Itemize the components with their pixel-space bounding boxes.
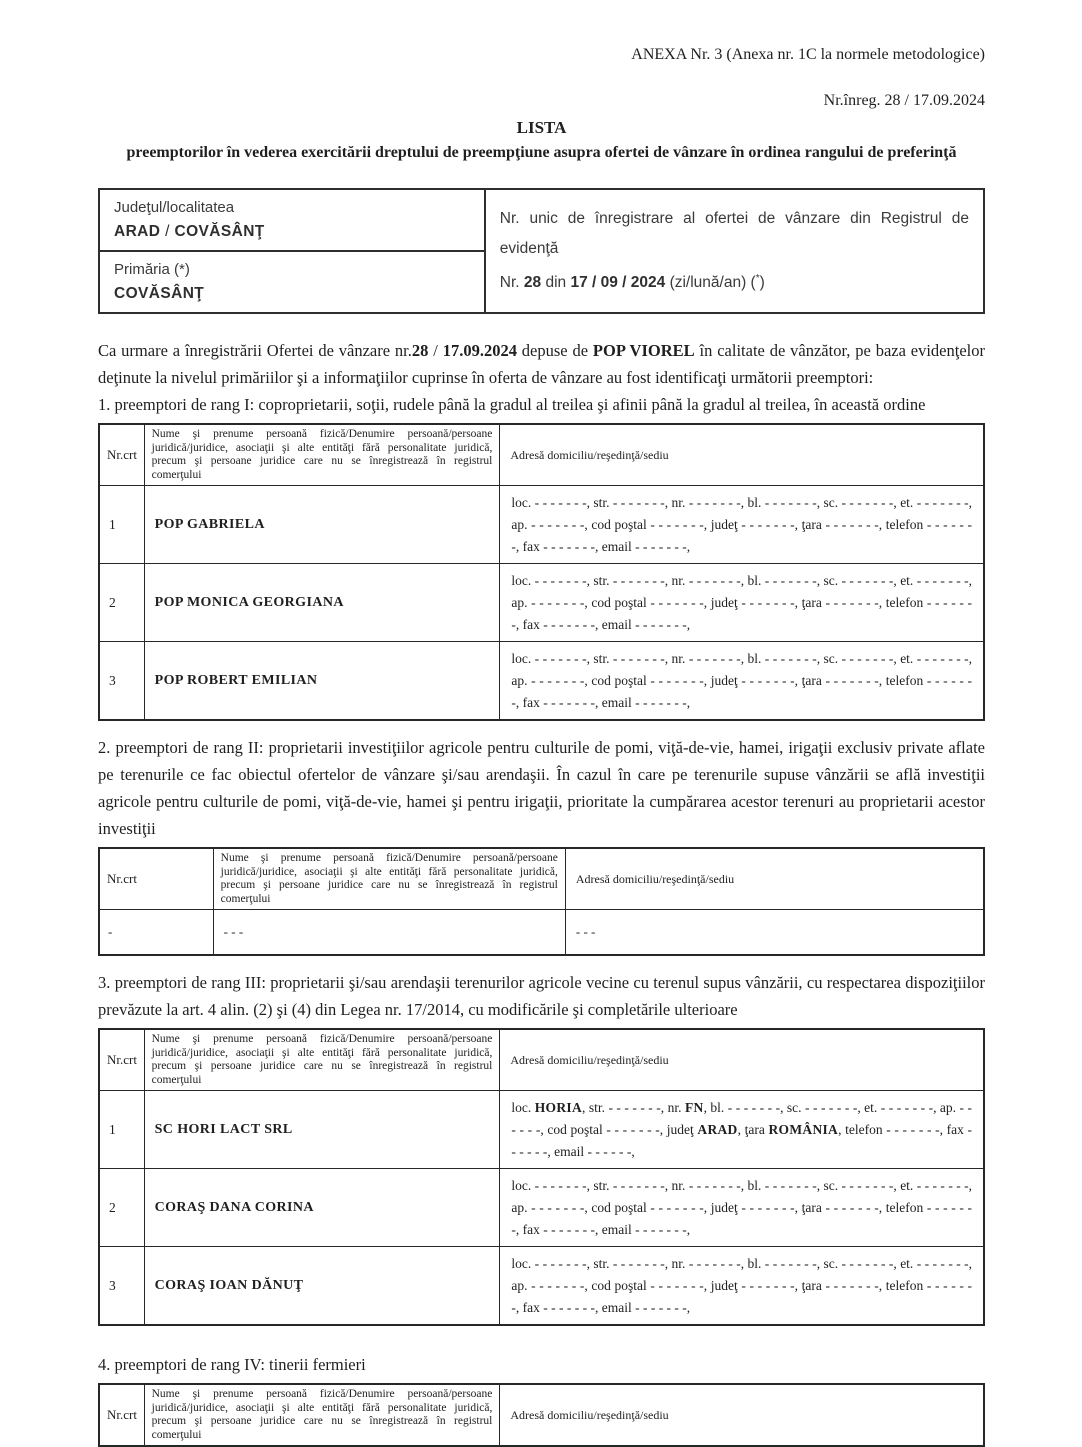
reg-date: 17 / 09 / 2024	[570, 274, 666, 292]
column-header-nr: Nr.crt	[99, 424, 144, 486]
column-header-nr: Nr.crt	[99, 1384, 144, 1446]
table-row	[99, 1169, 984, 1247]
person-name: POP GABRIELA	[144, 486, 500, 564]
person-address: loc. - - - - - - -, str. - - - - - - -, nr. - - - - - - -, bl. - - - - - - -, sc. - - - - - - -, et. - - - - - - -, ap. - - - - - - -, cod poştal - - - - - - -, judeţ - - - - - - -, ţara - - - - - - -, telefon - - - - - - -, fax - - - - - - -, email - - - - - - -,	[500, 1169, 984, 1247]
section-3-intro: 3. preemptori de rang III: proprietarii şi/sau arendaşii terenurilor agricole vecine cu terenul supus vânzării, cu respectarea dispoziţiilor prevăzute la art. 4 alin. (2) şi (4) din Legea nr. 17/2014, cu modificările şi completările ulterioare	[98, 973, 985, 1019]
cityhall-cell	[99, 251, 485, 313]
seller-name: POP VIOREL	[592, 341, 695, 360]
preemptors-table-rang-1	[98, 423, 985, 721]
reg-asterisk: *	[755, 272, 760, 284]
intro-text-3: depuse de	[516, 341, 593, 360]
column-header-name: Nume şi prenume persoană fizică/Denumire persoană/persoane juridică/juridice, asociaţii şi alte entităţi fără personalitate juridică, precum şi persoane juridice care nu se înregistrează în registrul comerţului	[144, 1029, 500, 1091]
address-text: , ţara	[737, 1121, 769, 1137]
table-row	[99, 910, 984, 956]
person-address	[500, 1091, 984, 1169]
county-label: Judeţul/localitatea	[114, 199, 235, 216]
offer-number: 28	[411, 341, 429, 360]
column-header-nr: Nr.crt	[99, 848, 213, 910]
table-header-row	[99, 424, 984, 486]
reg-number: 28	[523, 274, 542, 292]
section-1-intro: 1. preemptori de rang I: coproprietarii, soţii, rudele până la gradul al treilea şi afinii până la gradul al treilea, în această ordine	[98, 395, 926, 414]
person-name: CORAŞ DANA CORINA	[144, 1169, 500, 1247]
person-address: loc. - - - - - - -, str. - - - - - - -, nr. - - - - - - -, bl. - - - - - - -, sc. - - - - - - -, et. - - - - - - -, ap. - - - - - - -, cod poştal - - - - - - -, judeţ - - - - - - -, ţara - - - - - - -, telefon - - - - - - -, fax - - - - - - -, email - - - - - - -,	[500, 642, 984, 721]
county-separator: /	[160, 223, 175, 240]
address-text: loc.	[511, 1099, 535, 1115]
table-header-row	[99, 848, 984, 910]
reg-suffix: (zi/lună/an) (	[665, 274, 756, 292]
address-street-number: FN	[684, 1099, 704, 1115]
reg-din: din	[541, 274, 571, 292]
county-cell	[99, 189, 485, 251]
person-address: - - -	[565, 910, 984, 956]
preemptors-table-rang-4	[98, 1383, 985, 1447]
table-row	[99, 1091, 984, 1169]
row-number: 3	[99, 642, 144, 721]
intro-text-2: /	[428, 341, 443, 360]
row-number: 1	[99, 1091, 144, 1169]
county-value	[114, 220, 470, 244]
info-row-county	[99, 189, 984, 251]
column-header-address: Adresă domiciliu/reşedinţă/sediu	[500, 1029, 984, 1091]
offer-date: 17.09.2024	[442, 341, 517, 360]
cityhall-value: COVĂSÂNŢ	[114, 285, 205, 302]
column-header-address: Adresă domiciliu/reşedinţă/sediu	[565, 848, 984, 910]
table-header-row	[99, 1029, 984, 1091]
column-header-address: Adresă domiciliu/reşedinţă/sediu	[500, 1384, 984, 1446]
preemptors-table-rang-2	[98, 847, 985, 956]
anexa-note: ANEXA Nr. 3 (Anexa nr. 1C la normele metodologice)	[631, 46, 985, 63]
table-row	[99, 642, 984, 721]
document-title: LISTA	[516, 118, 567, 137]
table-row	[99, 1247, 984, 1326]
offer-reg-line	[500, 264, 969, 298]
row-number: 2	[99, 564, 144, 642]
person-address: loc. - - - - - - -, str. - - - - - - -, nr. - - - - - - -, bl. - - - - - - -, sc. - - - - - - -, et. - - - - - - -, ap. - - - - - - -, cod poştal - - - - - - -, judeţ - - - - - - -, ţara - - - - - - -, telefon - - - - - - -, fax - - - - - - -, email - - - - - - -,	[500, 564, 984, 642]
offer-reg-title: Nr. unic de înregistrare al ofertei de vânzare din Registrul de evidenţă	[499, 209, 969, 257]
document-subtitle: preemptorilor în vederea exercitării dreptului de preempţiune asupra ofertei de vânzare în ordinea rangului de preferinţă	[126, 144, 957, 161]
table-header-row	[99, 1384, 984, 1446]
person-address: loc. - - - - - - -, str. - - - - - - -, nr. - - - - - - -, bl. - - - - - - -, sc. - - - - - - -, et. - - - - - - -, ap. - - - - - - -, cod poştal - - - - - - -, judeţ - - - - - - -, ţara - - - - - - -, telefon - - - - - - -, fax - - - - - - -, email - - - - - - -,	[500, 486, 984, 564]
address-text: , str. - - - - - - -, nr.	[582, 1099, 685, 1115]
person-name: POP ROBERT EMILIAN	[144, 642, 500, 721]
person-name: - - -	[213, 910, 565, 956]
address-text: , bl. - - - - - - -, sc. - - - - - - -, et. - - - - - - -, ap. - - - - - -, cod poştal - - - - - - -, judeţ	[511, 1099, 972, 1137]
column-header-name: Nume şi prenume persoană fizică/Denumire persoană/persoane juridică/juridice, asociaţii şi alte entităţi fără personalitate juridică, precum şi persoane juridice care nu se înregistrează în registrul comerţului	[213, 848, 565, 910]
column-header-name: Nume şi prenume persoană fizică/Denumire persoană/persoane juridică/juridice, asociaţii şi alte entităţi fără personalitate juridică, precum şi persoane juridice care nu se înregistrează în registrul comerţului	[144, 1384, 500, 1446]
row-number: -	[99, 910, 213, 956]
row-number: 3	[99, 1247, 144, 1326]
column-header-name: Nume şi prenume persoană fizică/Denumire persoană/persoane juridică/juridice, asociaţii şi alte entităţi fără personalitate juridică, precum şi persoane juridice care nu se înregistrează în registrul comerţului	[144, 424, 500, 486]
person-name: SC HORI LACT SRL	[144, 1091, 500, 1169]
person-name: CORAŞ IOAN DĂNUŢ	[144, 1247, 500, 1326]
section-4-intro: 4. preemptori de rang IV: tinerii fermieri	[98, 1355, 366, 1374]
address-county: ARAD	[697, 1121, 738, 1137]
address-text: , telefon - - - - - - -, fax - - - - - -, email - - - - - -,	[511, 1121, 972, 1159]
section-2-intro: 2. preemptori de rang II: proprietarii investiţiilor agricole pentru culturile de pomi, viţă-de-vie, hamei, irigaţii exclusiv private aflate pe terenurile ce fac obiectul ofertelor de vânzare şi/sau arendaşii. În cazul în care pe terenurile supuse vânzării se află investiţii agricole pentru culturile de pomi, viţă-de-vie, hamei şi pentru irigaţii, prioritate la cumpărarea acestor terenuri au proprietarii acestor investiţii	[98, 738, 985, 838]
person-address: loc. - - - - - - -, str. - - - - - - -, nr. - - - - - - -, bl. - - - - - - -, sc. - - - - - - -, et. - - - - - - -, ap. - - - - - - -, cod poştal - - - - - - -, judeţ - - - - - - -, ţara - - - - - - -, telefon - - - - - - -, fax - - - - - - -, email - - - - - - -,	[500, 1247, 984, 1326]
person-name: POP MONICA GEORGIANA	[144, 564, 500, 642]
offer-registration-cell	[485, 189, 984, 313]
info-table	[98, 188, 985, 314]
table-row	[99, 486, 984, 564]
registration-number-line: Nr.înreg. 28 / 17.09.2024	[823, 92, 985, 109]
address-country: ROMÂNIA	[768, 1121, 839, 1137]
cityhall-label: Primăria (*)	[114, 261, 190, 278]
preemptors-table-rang-3	[98, 1028, 985, 1326]
intro-paragraph	[98, 337, 985, 391]
locality-name: COVĂSÂNŢ	[174, 223, 265, 240]
intro-text-1: Ca urmare a înregistrării Ofertei de vânzare nr.	[98, 341, 412, 360]
row-number: 2	[99, 1169, 144, 1247]
reg-close-paren: )	[759, 274, 765, 292]
reg-prefix: Nr.	[499, 274, 524, 292]
county-name: ARAD	[114, 223, 161, 240]
address-locality: HORIA	[534, 1099, 582, 1115]
row-number: 1	[99, 486, 144, 564]
table-row	[99, 564, 984, 642]
intro-text-4: în calitate de vânzător, pe baza evidenţelor deţinute la nivelul primăriilor şi a informaţiilor cuprinse în oferta de vânzare au fost identificaţi următorii preemptori:	[98, 341, 985, 387]
column-header-address: Adresă domiciliu/reşedinţă/sediu	[500, 424, 984, 486]
column-header-nr: Nr.crt	[99, 1029, 144, 1091]
